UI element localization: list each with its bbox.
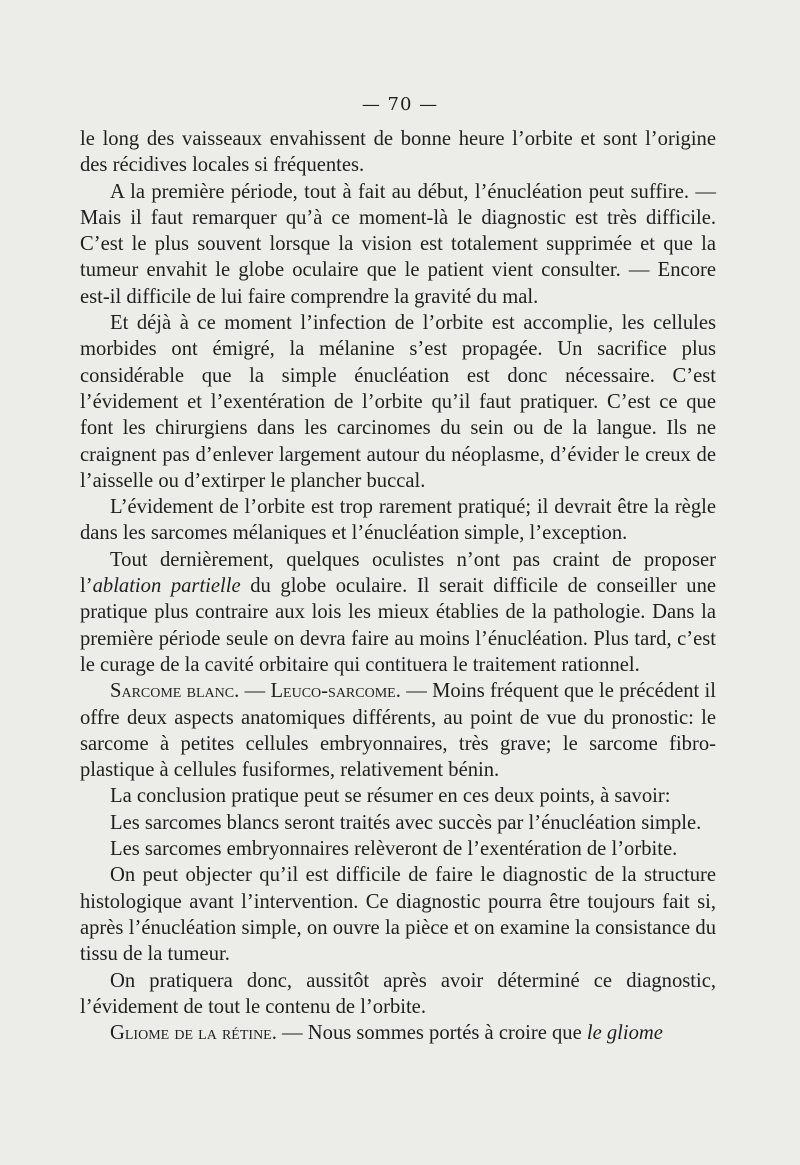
paragraph: Et déjà à ce moment l’infection de l’orbite est accomplie, les cellules morbides ont émigré, la mélanine s’est propagée. Un sacrifice plus considérable que la simple énucléation est donc nécessaire. C’est l’évidement et l’exentération de l’orbite qu’il faut pratiquer. C’est ce que font les chirurgiens dans les carcinomes du sein ou de la langue. Ils ne craignent pas d’enlever largement autour du néoplasme, d’évider le creux de l’aisselle ou d’extirper le plancher buccal. [80, 312, 716, 492]
section-heading: Sarcome blanc. — Leuco-sarcome. [110, 680, 401, 703]
paragraph: Les sarcomes blancs seront traités avec succès par l’énucléation simple. [110, 811, 702, 834]
paragraph: La conclusion pratique peut se résumer en ces deux points, à savoir: [110, 785, 671, 808]
paragraph: le long des vaisseaux envahissent de bonne heure l’orbite et sont l’origine des récidives locales si fréquentes. [80, 128, 716, 177]
paragraph-text: — Nous sommes portés à croire que [276, 1022, 587, 1045]
italic-term: ablation partielle [92, 575, 241, 598]
paragraph-text: du globe oculaire. Il serait difficile de conseiller une pratique plus contraire aux lois les mieux établies de la pathologie. Dans la première période seule on devra faire au moins l’énucléation. Plus tard, c’est le curage de la cavité orbitaire qui contituera le traitement rationnel. [80, 575, 717, 676]
paragraph: On peut objecter qu’il est difficile de faire le diagnostic de la structure histologique avant l’intervention. Ce diagnostic pourra être toujours fait si, après l’énucléation simple, on ouvre la pièce et on examine la consistance du tissu de la tumeur. [80, 864, 716, 966]
page-number: — 70 — [361, 94, 439, 115]
paragraph: L’évidement de l’orbite est trop rarement pratiqué; il devrait être la règle dans les sarcomes mélaniques et l’énucléation simple, l’exception. [80, 496, 716, 545]
italic-term: le gliome [586, 1022, 663, 1045]
paragraph: On pratiquera donc, aussitôt après avoir déterminé ce diagnostic, l’évidement de tout le contenu de l’orbite. [80, 969, 716, 1018]
paragraph: A la première période, tout à fait au début, l’énucléation peut suffire. — Mais il faut remarquer qu’à ce moment-là le diagnostic est très difficile. C’est le plus souvent lorsque la vision est totalement supprimée et que la tumeur envahit le globe oculaire que le patient vient consulter. — Encore est-il difficile de lui faire comprendre la gravité du mal. [80, 180, 716, 308]
body-text [80, 126, 716, 1046]
paragraph-text: Tout dernièrement, quelques oculistes n’ont pas craint de proposer l’ [80, 548, 716, 598]
paragraph [80, 547, 716, 678]
paragraph [80, 1020, 716, 1046]
paragraph [80, 678, 716, 783]
paragraph: Les sarcomes embryonnaires relèveront de l’exentération de l’orbite. [110, 838, 678, 861]
section-heading: Gliome de la rétine. [110, 1022, 277, 1045]
paragraph-text: — Moins fréquent que le précédent il offre deux aspects anatomiques différents, au point de vue du pronostic: le sarcome à petites cellules embryonnaires, très grave; le sarcome fibro-plastique à cellules fusiformes, relativement bénin. [80, 680, 716, 782]
